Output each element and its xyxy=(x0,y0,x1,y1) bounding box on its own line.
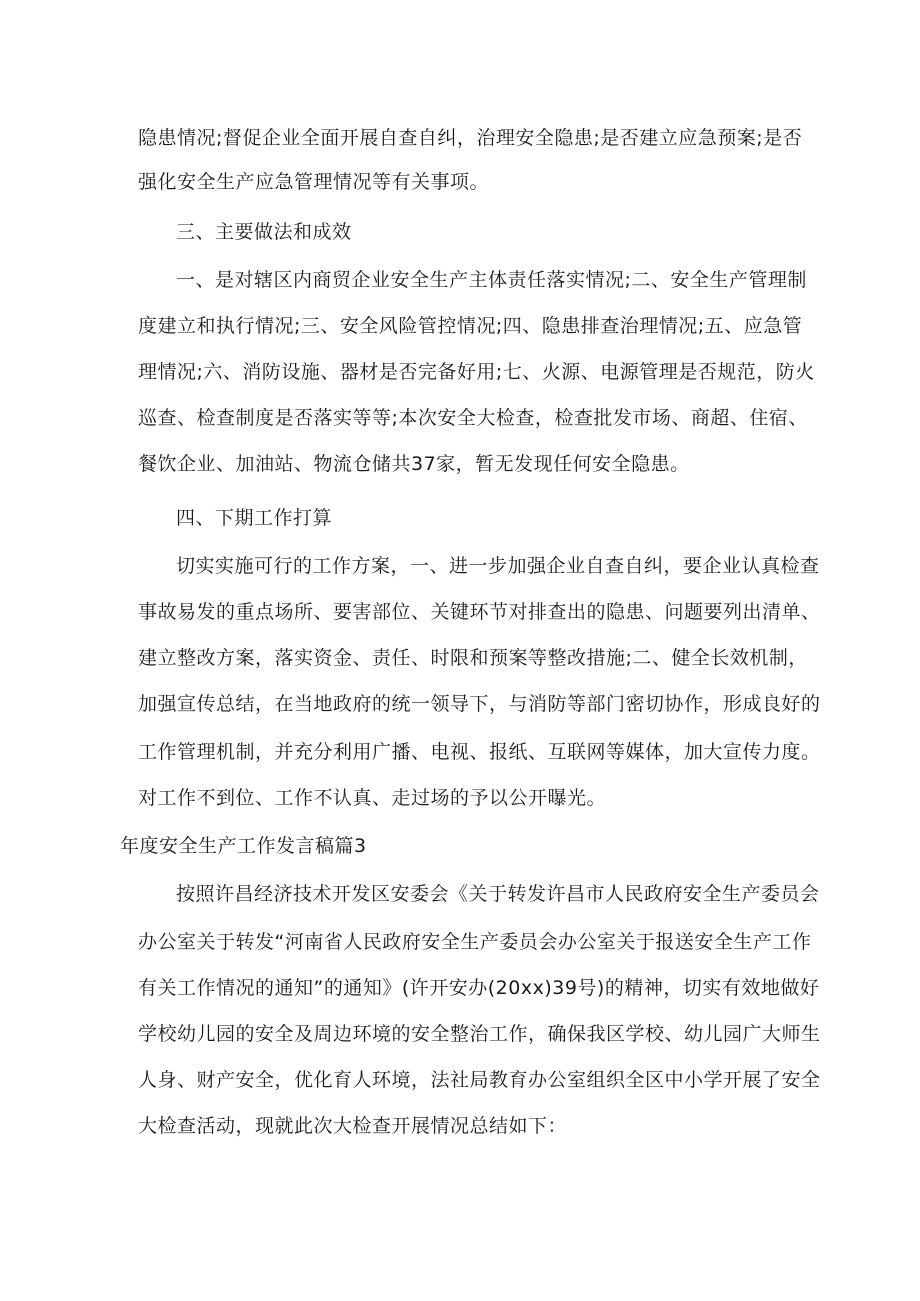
body-text-line: 切实实施可行的工作方案，一、进一步加强企业自查自纠，要企业认真检查 xyxy=(176,555,820,577)
body-text-line: 巡查、检查制度是否落实等等;本次安全大检查，检查批发市场、商超、住宿、 xyxy=(138,407,808,429)
body-text-line: 工作管理机制，并充分利用广播、电视、报纸、互联网等媒体，加大宣传力度。 xyxy=(138,741,821,763)
body-text-line: 隐患情况;督促企业全面开展自查自纠，治理安全隐患;是否建立应急预案;是否 xyxy=(138,127,803,149)
body-text-line: 办公室关于转发“河南省人民政府安全生产委员会办公室关于报送安全生产工作 xyxy=(138,931,812,953)
body-text-line: 按照许昌经济技术开发区安委会《关于转发许昌市人民政府安全生产委员会 xyxy=(176,883,820,905)
article-title: 年度安全生产工作发言稿篇3 xyxy=(120,835,367,857)
body-text-line: 强化安全生产应急管理情况等有关事项。 xyxy=(138,171,490,193)
body-text-line: 一、是对辖区内商贸企业安全生产主体责任落实情况;二、安全生产管理制 xyxy=(176,269,807,291)
body-text-line: 人身、财产安全，优化育人环境，法社局教育办公室组织全区中小学开展了安全 xyxy=(138,1069,821,1091)
body-text-line: 建立整改方案，落实资金、责任、时限和预案等整改措施;二、健全长效机制， xyxy=(138,647,808,669)
section-heading: 三、主要做法和成效 xyxy=(176,221,352,243)
body-text-line: 度建立和执行情况;三、安全风险管控情况;四、隐患排查治理情况;五、应急管 xyxy=(138,315,803,337)
body-text-line: 对工作不到位、工作不认真、走过场的予以公开曝光。 xyxy=(138,787,607,809)
body-text-line: 加强宣传总结，在当地政府的统一领导下，与消防等部门密切协作，形成良好的 xyxy=(138,693,821,715)
body-text-line: 有关工作情况的通知”的通知》(许开安办(20xx)39号)的精神，切实有效地做好 xyxy=(138,977,820,999)
body-text-line: 餐饮企业、加油站、物流仓储共37家，暂无发现任何安全隐患。 xyxy=(138,453,690,475)
body-text-line: 学校幼儿园的安全及周边环境的安全整治工作，确保我区学校、幼儿园广大师生 xyxy=(138,1023,821,1045)
body-text-line: 事故易发的重点场所、要害部位、关键环节对排查出的隐患、问题要列出清单、 xyxy=(138,601,821,623)
body-text-line: 大检查活动，现就此次大检查开展情况总结如下： xyxy=(138,1115,568,1137)
section-heading: 四、下期工作打算 xyxy=(176,507,333,529)
body-text-line: 理情况;六、消防设施、器材是否完备好用;七、火源、电源管理是否规范，防火 xyxy=(138,361,815,383)
